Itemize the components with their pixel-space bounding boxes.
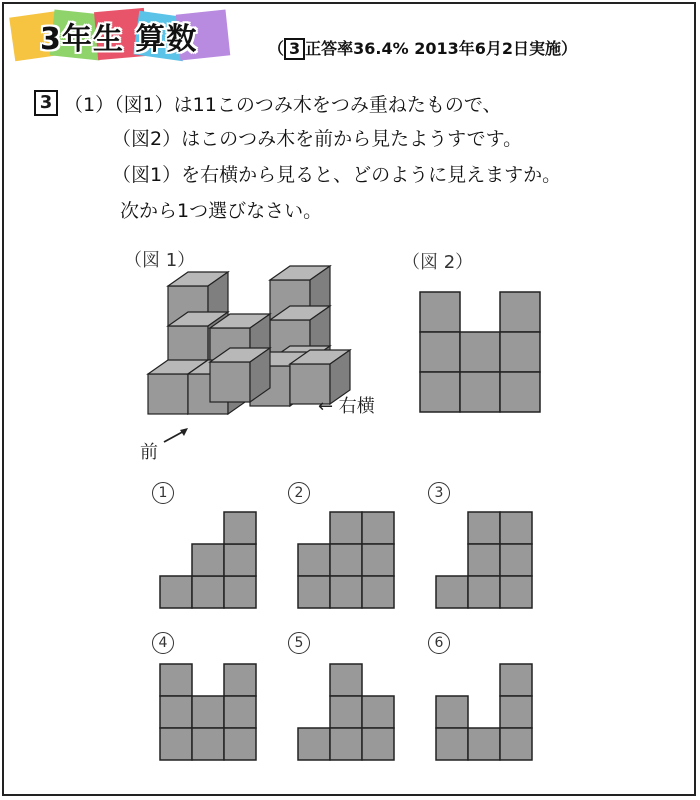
block-square	[500, 664, 532, 696]
choice-number-4: 4	[152, 632, 174, 654]
block-square	[160, 728, 192, 760]
block-square	[330, 544, 362, 576]
choice-figure-1[interactable]	[160, 512, 270, 612]
block-square	[362, 576, 394, 608]
block-square	[330, 576, 362, 608]
front-arrow-icon	[162, 426, 192, 446]
block-square	[224, 696, 256, 728]
block-square	[330, 728, 362, 760]
choice-number-1: 1	[152, 482, 174, 504]
choice-figure-5[interactable]	[298, 664, 408, 764]
block-square	[468, 576, 500, 608]
block-square	[500, 728, 532, 760]
block-square	[160, 576, 192, 608]
block-square	[436, 728, 468, 760]
figure2-label: （図 2）	[402, 252, 474, 273]
block-square	[224, 664, 256, 696]
block-square	[192, 576, 224, 608]
block-square	[298, 728, 330, 760]
block-square	[436, 696, 468, 728]
block-square	[500, 576, 532, 608]
block-square	[420, 292, 460, 332]
block-square	[160, 696, 192, 728]
block-square	[420, 372, 460, 412]
block-square	[468, 544, 500, 576]
block-square	[460, 372, 500, 412]
block-square	[468, 728, 500, 760]
stats-box-number: 3	[284, 38, 305, 60]
block-square	[362, 544, 394, 576]
block-square	[298, 544, 330, 576]
block-square	[460, 332, 500, 372]
question-line: （図1）を右横から見ると、どのように見えますか。	[112, 164, 562, 186]
figure1-label: （図 1）	[124, 250, 196, 271]
block-square	[420, 332, 460, 372]
choice-number-3: 3	[428, 482, 450, 504]
stats-line	[268, 36, 577, 60]
block-square	[224, 544, 256, 576]
block-square	[160, 664, 192, 696]
block-square	[330, 696, 362, 728]
choice-figure-4[interactable]	[160, 664, 270, 764]
block-square	[330, 664, 362, 696]
block-square	[436, 576, 468, 608]
grade-title: 3年生 算数	[40, 22, 198, 57]
choice-figure-6[interactable]	[436, 664, 546, 764]
block-square	[192, 544, 224, 576]
block-square	[500, 372, 540, 412]
block-square	[468, 512, 500, 544]
figure1-blocks	[140, 262, 340, 422]
block-square	[224, 728, 256, 760]
block-square	[224, 512, 256, 544]
right-side-label: ← 右横	[318, 396, 375, 417]
block-square	[192, 728, 224, 760]
block-square	[500, 544, 532, 576]
question-number: 3	[34, 90, 58, 116]
block-square	[362, 728, 394, 760]
question-line: （1）（図1）は11このつみ木をつみ重ねたもので、	[64, 94, 502, 116]
block-square	[224, 576, 256, 608]
choice-figure-2[interactable]	[298, 512, 408, 612]
front-label: 前	[140, 442, 158, 463]
question-line: 次から1つ選びなさい。	[120, 200, 323, 222]
block-square	[500, 332, 540, 372]
block-square	[500, 292, 540, 332]
block-square	[298, 576, 330, 608]
question-line: （図2）はこのつみ木を前から見たようすです。	[112, 128, 523, 150]
choice-number-2: 2	[288, 482, 310, 504]
choice-figure-3[interactable]	[436, 512, 546, 612]
choice-number-6: 6	[428, 632, 450, 654]
block-square	[362, 696, 394, 728]
choice-number-5: 5	[288, 632, 310, 654]
block-square	[330, 512, 362, 544]
block-square	[362, 512, 394, 544]
block-square	[500, 696, 532, 728]
stats-text: 正答率36.4% 2013年6月2日実施）	[305, 39, 578, 58]
figure2-front-view	[420, 292, 550, 422]
block-square	[500, 512, 532, 544]
block-cube	[210, 348, 270, 402]
block-square	[192, 696, 224, 728]
stats-open: （	[268, 39, 285, 58]
